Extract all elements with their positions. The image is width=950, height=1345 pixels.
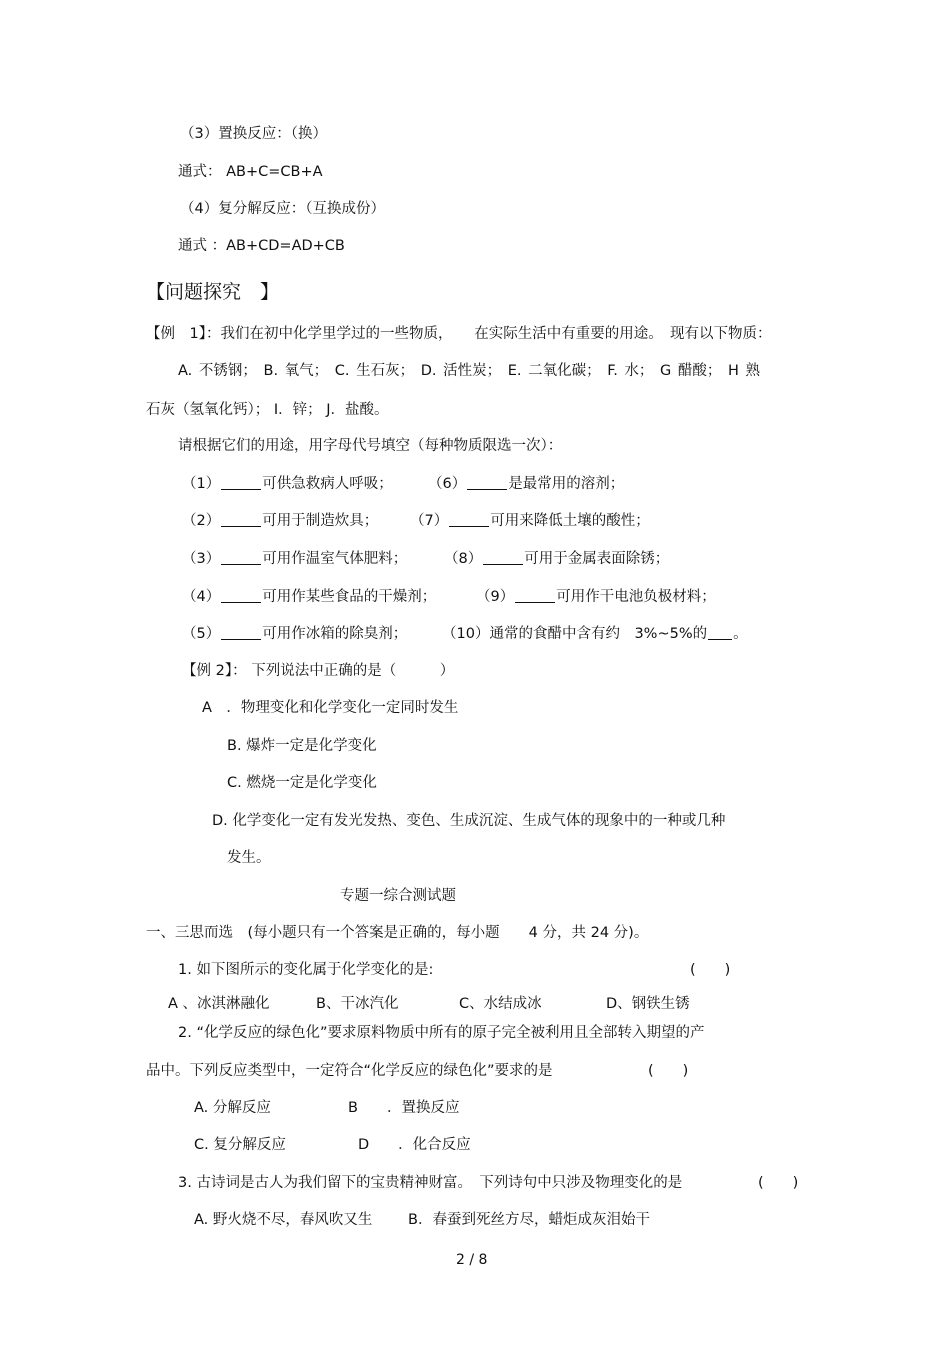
q3-stem: 3. 古诗词是古人为我们留下的宝贵精神财富。 下列诗句中只涉及物理变化的是 <box>178 1175 683 1191</box>
option-d: D. 化学变化一定有发光发热、变色、生成沉淀、生成气体的现象中的一种或几种 <box>212 813 726 829</box>
q3-option: B．春蚕到死丝方尽，蜡炬成灰泪始干 <box>408 1212 650 1228</box>
answer-blank[interactable] <box>483 550 523 565</box>
answer-blank[interactable] <box>221 588 261 603</box>
fill-item: （8） 可用于金属表面除锈； <box>444 551 670 567</box>
q1-option: C、水结成冰 <box>459 996 542 1012</box>
q2-stem: 2. “化学反应的绿色化”要求原料物质中所有的原子完全被利用且全部转入期望的产 <box>178 1025 705 1041</box>
answer-blank[interactable] <box>708 625 732 640</box>
section1-title: 一、三思而选 (每小题只有一个答案是正确的，每小题 4 分，共 24 分)。 <box>146 925 649 941</box>
q2-option: A. 分解反应 <box>194 1100 271 1116</box>
instruction: 请根据它们的用途，用字母代号填空（每种物质限选一次）： <box>178 438 563 454</box>
materials-line: A. 不锈钢； B. 氧气； C. 生石灰； D. 活性炭； E. 二氧化碳； F. 水； G 醋酸； H 熟 <box>178 363 761 379</box>
fill-item: （6） 是最常用的溶剂； <box>428 476 625 492</box>
q2-answer-paren[interactable]: ( ) <box>648 1063 689 1079</box>
fill-item: （10）通常的食醋中含有约 3%~5%的 。 <box>442 626 748 642</box>
q2-option: B ．置换反应 <box>348 1100 460 1116</box>
q3-option: A. 野火烧不尽，春风吹又生 <box>194 1212 373 1228</box>
q1-option: B、干冰汽化 <box>316 996 399 1012</box>
option-b: B. 爆炸一定是化学变化 <box>227 738 377 754</box>
q1-option: D、钢铁生锈 <box>606 996 690 1012</box>
answer-blank[interactable] <box>221 475 261 490</box>
fill-item: （9） 可用作干电池负极材料； <box>476 589 716 605</box>
materials-line: 石灰（氢氧化钙）； I．锌； J．盐酸。 <box>146 402 389 418</box>
fill-item: （2） 可用于制造炊具； <box>182 513 379 529</box>
answer-blank[interactable] <box>515 588 555 603</box>
option-a: A ．物理变化和化学变化一定同时发生 <box>202 700 459 716</box>
q1-answer-paren[interactable]: ( ) <box>690 962 731 978</box>
text-line: （3）置换反应：（换） <box>180 126 327 142</box>
test-title: 专题一综合测试题 <box>340 888 456 904</box>
q1-stem: 1. 如下图所示的变化属于化学变化的是: <box>178 962 434 978</box>
example2-question: 【例 2】： 下列说法中正确的是（ ） <box>182 663 455 679</box>
text-line: 通式 ：AB+CD=AD+CB <box>178 238 345 254</box>
text-line: （4）复分解反应：（互换成份） <box>180 201 385 217</box>
option-d-cont: 发生。 <box>227 850 271 866</box>
q1-option: A 、冰淇淋融化 <box>168 996 270 1012</box>
answer-blank[interactable] <box>221 550 261 565</box>
text-line: 通式： AB+C=CB+A <box>178 164 323 180</box>
fill-item: （4） 可用作某些食品的干燥剂； <box>182 589 437 605</box>
answer-blank[interactable] <box>449 512 489 527</box>
answer-blank[interactable] <box>221 512 261 527</box>
page-number: 2 / 8 <box>456 1252 488 1268</box>
section-heading: 【问题探究 】 <box>146 281 280 303</box>
example1-intro: 【例 1】：我们在初中化学里学过的一些物质， 在实际生活中有重要的用途。 现有以下物质： <box>146 326 772 342</box>
option-c: C. 燃烧一定是化学变化 <box>227 775 377 791</box>
q2-option: D ．化合反应 <box>358 1137 471 1153</box>
answer-blank[interactable] <box>221 625 261 640</box>
q3-answer-paren[interactable]: ( ) <box>758 1175 799 1191</box>
fill-item: （3） 可用作温室气体肥料； <box>182 551 408 567</box>
q2-stem: 品中。下列反应类型中，一定符合“化学反应的绿色化”要求的是 <box>146 1063 553 1079</box>
answer-blank[interactable] <box>467 475 507 490</box>
fill-item: （7） 可用来降低土壤的酸性； <box>410 513 650 529</box>
fill-item: （1） 可供急救病人呼吸； <box>182 476 393 492</box>
q2-option: C. 复分解反应 <box>194 1137 286 1153</box>
fill-item: （5） 可用作冰箱的除臭剂； <box>182 626 408 642</box>
